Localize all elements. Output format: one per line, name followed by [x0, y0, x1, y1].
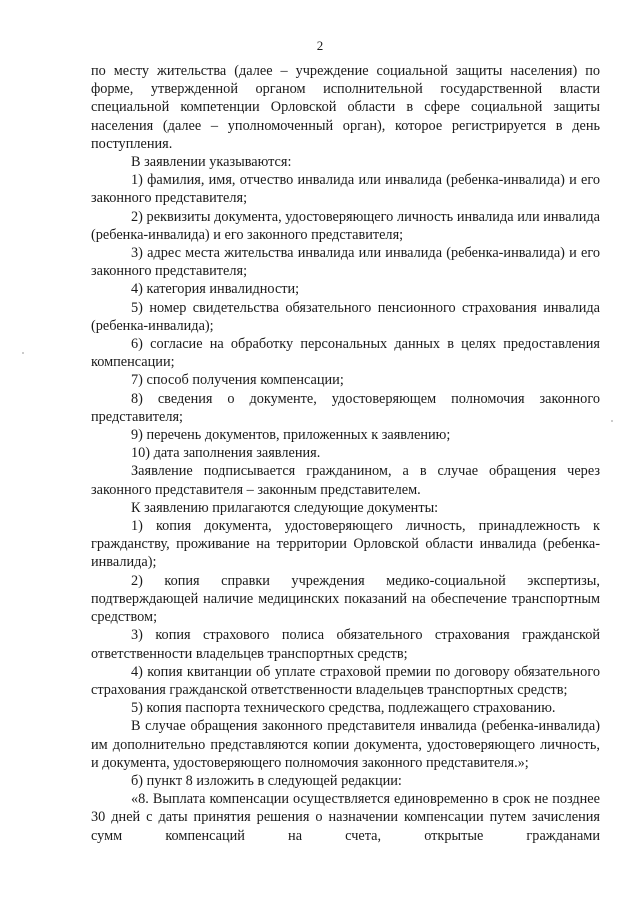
paragraph: б) пункт 8 изложить в следующей редакции: — [131, 772, 402, 789]
list-item: 4) копия квитанции об уплате страховой премии по договору обязательного страхования гражданской ответственности владельцев транспортных средств; — [91, 663, 600, 698]
scan-speck — [611, 420, 613, 422]
list-item: 7) способ получения компенсации; — [131, 372, 344, 389]
list-item: 10) дата заполнения заявления. — [131, 445, 321, 462]
list-item: 5) номер свидетельства обязательного пенсионного страхования инвалида (ребенка-инвалида); — [91, 299, 600, 334]
list-item: 6) согласие на обработку персональных данных в целях предоставления компенсации; — [91, 336, 600, 371]
list-item: 9) перечень документов, приложенных к заявлению; — [131, 427, 451, 444]
paragraph: К заявлению прилагаются следующие документы: — [131, 499, 439, 516]
list-item: 8) сведения о документе, удостоверяющем полномочия законного представителя; — [91, 390, 600, 425]
list-item: 3) адрес места жительства инвалида или инвалида (ребенка-инвалида) и его законного представителя; — [91, 245, 600, 280]
list-item: 1) копия документа, удостоверяющего личность, принадлежность к гражданству, проживание на территории Орловской области инвалида (ребенка-инвалида); — [91, 518, 600, 571]
list-item: 4) категория инвалидности; — [131, 281, 300, 298]
list-item: 5) копия паспорта технического средства, подлежащего страхованию. — [131, 700, 556, 717]
document-body — [91, 62, 600, 845]
scan-speck — [22, 352, 24, 354]
paragraph: по месту жительства (далее – учреждение социальной защиты населения) по форме, утвержденной органом исполнительной государственной власти специальной компетенции Орловской области в сфере социальной защиты населения (далее – уполномоченный орган), которое регистрируется в день поступления. — [91, 63, 600, 152]
list-item: 3) копия страхового полиса обязательного страхования гражданской ответственности владельцев транспортных средств; — [91, 627, 600, 662]
list-item: 2) копия справки учреждения медико-социальной экспертизы, подтверждающей наличие медицинских показаний на обеспечение транспортным средством; — [91, 572, 600, 626]
paragraph: В заявлении указываются: — [131, 154, 292, 171]
list-item: 2) реквизиты документа, удостоверяющего личность инвалида или инвалида (ребенка-инвалида) и его законного представителя; — [91, 208, 600, 243]
page-number: 2 — [316, 38, 324, 53]
paragraph: Заявление подписывается гражданином, а в случае обращения через законного представителя – законным представителем. — [91, 463, 600, 498]
list-item: 1) фамилия, имя, отчество инвалида или инвалида (ребенка-инвалида) и его законного представителя; — [91, 172, 600, 207]
paragraph: «8. Выплата компенсации осуществляется единовременно в срок не позднее 30 дней с даты принятия решения о назначении компенсации путем зачисления сумм компенсаций на счета, открытые гражданами — [91, 791, 600, 844]
paragraph: В случае обращения законного представителя инвалида (ребенка-инвалида) им дополнительно представляются копии документа, удостоверяющего личность, и документа, удостоверяющего полномочия законного представителя.»; — [91, 718, 600, 771]
